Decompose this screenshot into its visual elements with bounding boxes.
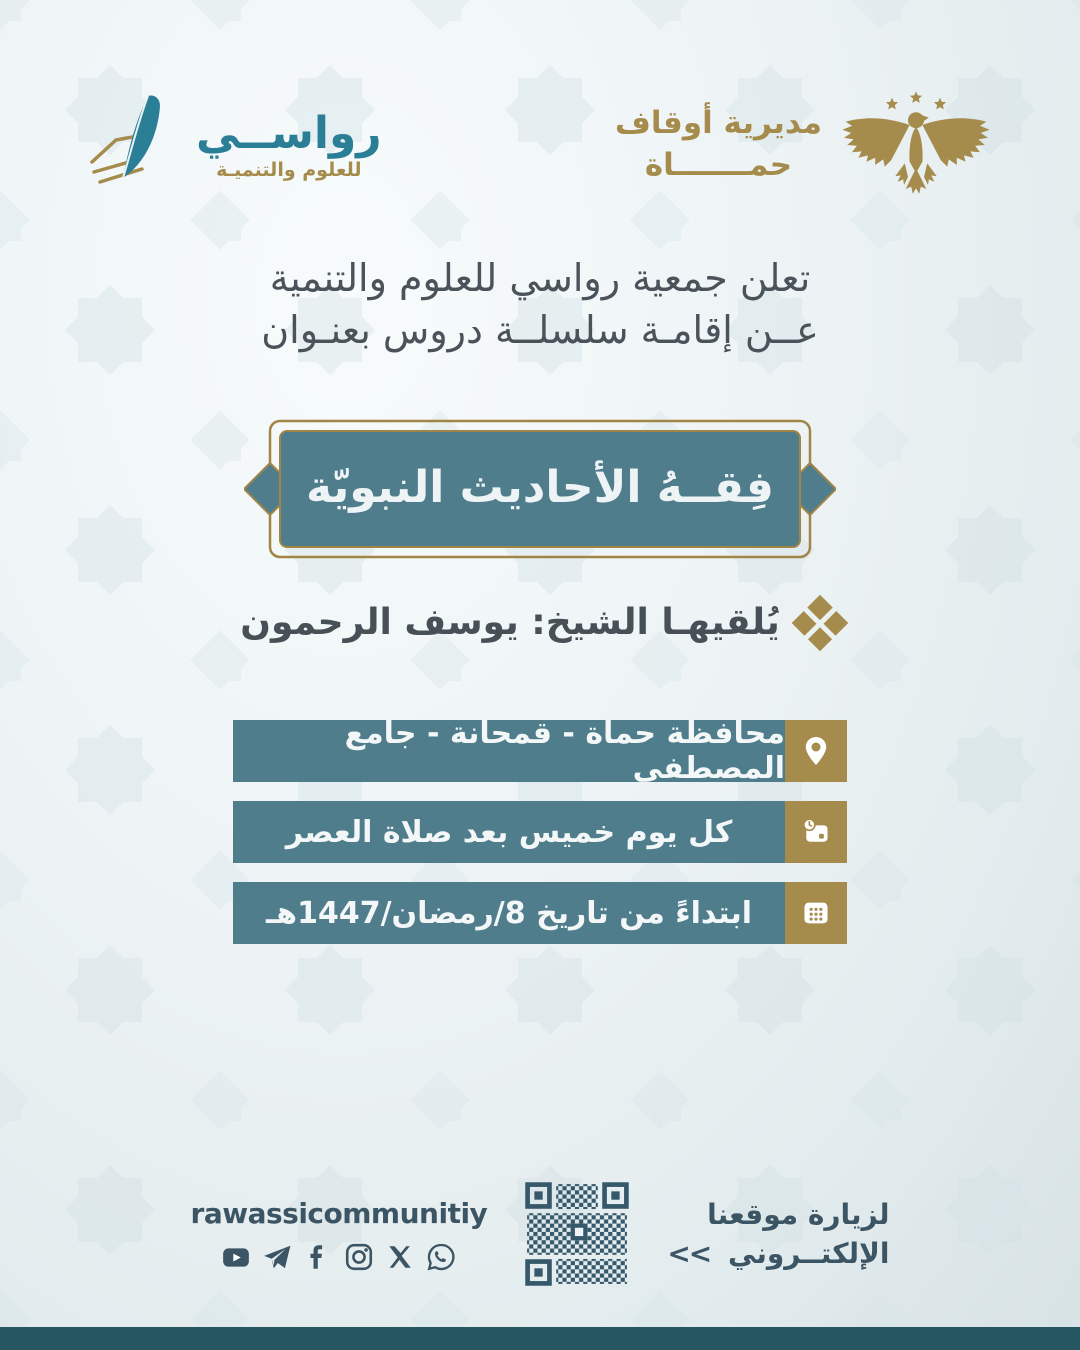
facebook-icon[interactable] [303,1242,333,1272]
chevrons-left-icon: << [667,1237,711,1270]
calendar-icon [785,882,847,944]
bottom-accent-bar [0,1327,1080,1350]
awqaf-hama-logo [615,84,996,206]
whatsapp-icon[interactable] [426,1242,456,1272]
schedule-bar [233,801,847,863]
calendar-clock-icon [785,801,847,863]
footer [0,1182,1080,1286]
social-username: rawassicommunitiy [190,1196,488,1230]
lecturer-name: يُلقيهـا الشيخ: يوسف الرحمون [240,602,780,643]
social-icons-row [221,1242,456,1272]
date-text: ابتداءً من تاريخ 8/رمضان/1447هـ [233,882,785,944]
visit-line1: لزيارة موقعنا [707,1197,890,1231]
schedule-text: كل يوم خميس بعد صلاة العصر [233,801,785,863]
eagle-emblem-icon [836,84,996,206]
visit-website-text [667,1195,889,1273]
rawassi-logo-title: رواســي [196,107,382,159]
rawassi-logo-subtitle: للعلوم والتنميـة [216,159,362,182]
qr-code[interactable] [525,1182,629,1286]
visit-line2: الإلكتــروني << [667,1234,889,1273]
location-text: محافظة حماة - قمحانة - جامع المصطفى [233,720,785,782]
awqaf-logo-line2: حمـــــــاة [644,147,793,183]
awqaf-logo-line1: مديرية أوقاف [614,105,822,142]
lecturer-row [0,602,1080,643]
announcement-line1: تعلن جمعية رواسي للعلوم والتنمية [269,256,811,300]
youtube-icon[interactable] [221,1242,251,1272]
announcement-text [0,252,1080,357]
series-title-frame [244,418,836,560]
series-title: فِقــهُ الأحاديث النبويّة [306,461,774,513]
location-pin-icon [785,720,847,782]
social-block [191,1197,488,1272]
x-icon[interactable] [385,1242,415,1272]
instagram-icon[interactable] [344,1242,374,1272]
announcement-line2: عــن إقامـة سلسلــة دروس بعنـوان [261,308,819,353]
date-bar [233,882,847,944]
feather-book-icon [86,92,186,200]
telegram-icon[interactable] [262,1242,292,1272]
location-bar [233,716,847,786]
rawassi-logo [86,92,382,200]
details-list [233,716,847,963]
diamond-bullet-icon [791,594,848,651]
